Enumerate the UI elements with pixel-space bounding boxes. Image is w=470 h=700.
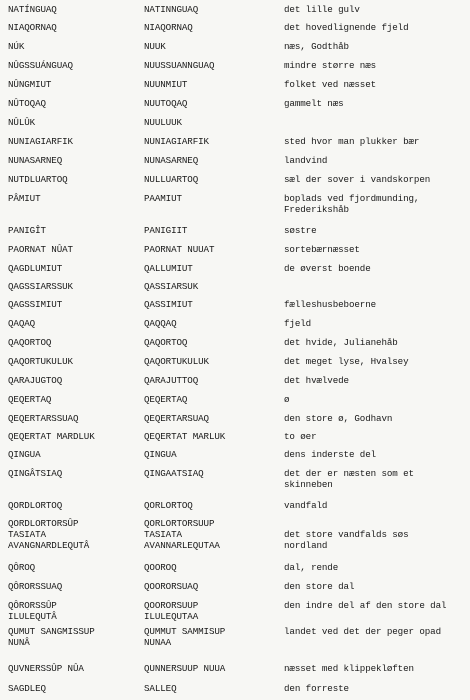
new-spelling: NATINNGUAQ: [144, 4, 199, 15]
danish-meaning: det meget lyse, Hvalsey: [284, 356, 409, 367]
new-spelling: QAQORTUKULUK: [144, 356, 209, 367]
new-spelling: QOORORSUAQ: [144, 581, 199, 592]
old-spelling: QEQERTAT MARDLUK: [8, 431, 95, 442]
danish-meaning: ø: [284, 394, 290, 405]
danish-meaning: fælleshusbeboerne: [284, 299, 377, 310]
old-spelling: PAORNAT NÛAT: [8, 244, 73, 255]
old-spelling: QARAJUGTOQ: [8, 375, 63, 386]
danish-meaning: det der er næsten som et skinneben: [284, 468, 414, 490]
old-spelling: PANIGÎT: [8, 225, 46, 236]
danish-meaning: næs, Godthåb: [284, 41, 349, 52]
old-spelling: QAGSSIMIUT: [8, 299, 63, 310]
danish-meaning: det hvælvede: [284, 375, 349, 386]
danish-meaning: dal, rende: [284, 562, 339, 573]
old-spelling: QINGÂTSIAQ: [8, 468, 63, 479]
danish-meaning: søstre: [284, 225, 317, 236]
danish-meaning: det hovedlignende fjeld: [284, 22, 409, 33]
old-spelling: NUNASARNEQ: [8, 155, 63, 166]
new-spelling: NIAQORNAQ: [144, 22, 193, 33]
new-spelling: QORLORTORSUUP TASIATA AVANNARLEQUTAA: [144, 518, 220, 551]
new-spelling: PANIGIIT: [144, 225, 188, 236]
old-spelling: QAQORTUKULUK: [8, 356, 73, 367]
old-spelling: QAQORTOQ: [8, 337, 52, 348]
new-spelling: QORLORTOQ: [144, 500, 193, 511]
danish-meaning: dens inderste del: [284, 449, 377, 460]
new-spelling: NUNIAGIARFIK: [144, 136, 209, 147]
danish-meaning: den forreste: [284, 683, 349, 694]
danish-meaning: landvind: [284, 155, 328, 166]
new-spelling: PAAMIUT: [144, 193, 182, 204]
danish-meaning: mindre større næs: [284, 60, 377, 71]
old-spelling: QÔROQ: [8, 562, 36, 573]
danish-meaning: folket ved næsset: [284, 79, 377, 90]
new-spelling: QAQQAQ: [144, 318, 177, 329]
old-spelling: PÂMIUT: [8, 193, 41, 204]
new-spelling: NUUNMIUT: [144, 79, 188, 90]
new-spelling: NUUSSUANNGUAQ: [144, 60, 215, 71]
new-spelling: SALLEQ: [144, 683, 177, 694]
old-spelling: NÛLÛK: [8, 117, 36, 128]
danish-meaning: sortebærnæsset: [284, 244, 360, 255]
new-spelling: NUUK: [144, 41, 166, 52]
new-spelling: QEQERTAT MARLUK: [144, 431, 226, 442]
danish-meaning: næsset med klippekløften: [284, 663, 414, 674]
old-spelling: NATÍNGUAQ: [8, 4, 57, 15]
old-spelling: QÔRORSSUAQ: [8, 581, 63, 592]
new-spelling: QEQERTARSUAQ: [144, 413, 209, 424]
new-spelling: QASSIARSUK: [144, 281, 199, 292]
danish-meaning: landet ved det der peger opad: [284, 626, 441, 637]
new-spelling: QINGUA: [144, 449, 177, 460]
old-spelling: QUMUT SANGMISSUP NUNÂ: [8, 626, 95, 648]
danish-meaning: det store vandfalds søs nordland: [284, 529, 409, 551]
old-spelling: NIAQORNAQ: [8, 22, 57, 33]
old-spelling: QAGSSIARSSUK: [8, 281, 73, 292]
old-spelling: NUNIAGIARFIK: [8, 136, 73, 147]
danish-meaning: den store dal: [284, 581, 355, 592]
old-spelling: QÔRORSSÛP ILULEQUTÂ: [8, 600, 57, 622]
new-spelling: QUNNERSUUP NUUA: [144, 663, 226, 674]
new-spelling: QINGAATSIAQ: [144, 468, 204, 479]
old-spelling: NÚK: [8, 41, 25, 52]
danish-meaning: fjeld: [284, 318, 312, 329]
old-spelling: SAGDLEQ: [8, 683, 46, 694]
new-spelling: QALLUMIUT: [144, 263, 193, 274]
new-spelling: QASSIMIUT: [144, 299, 193, 310]
old-spelling: QEQERTAQ: [8, 394, 52, 405]
old-spelling: QORDLORTORSÛP TASIATA AVANGNARDLEQUTÂ: [8, 518, 90, 551]
danish-meaning: det hvide, Julianehåb: [284, 337, 398, 348]
danish-meaning: to øer: [284, 431, 317, 442]
old-spelling: QUVNERSSÛP NÛA: [8, 663, 84, 674]
new-spelling: QOOROQ: [144, 562, 177, 573]
old-spelling: NUTDLUARTOQ: [8, 174, 68, 185]
new-spelling: PAORNAT NUUAT: [144, 244, 215, 255]
old-spelling: NÛTOQAQ: [8, 98, 46, 109]
new-spelling: QEQERTAQ: [144, 394, 188, 405]
danish-meaning: sted hvor man plukker bær: [284, 136, 420, 147]
danish-meaning: sæl der sover i vandskorpen: [284, 174, 431, 185]
danish-meaning: den store ø, Godhavn: [284, 413, 393, 424]
new-spelling: NUNASARNEQ: [144, 155, 199, 166]
new-spelling: QOORORSUUP ILULEQUTAA: [144, 600, 199, 622]
old-spelling: QINGUA: [8, 449, 41, 460]
old-spelling: QORDLORTOQ: [8, 500, 63, 511]
new-spelling: QAQORTOQ: [144, 337, 188, 348]
old-spelling: NÛGSSUÁNGUAQ: [8, 60, 73, 71]
new-spelling: QUMMUT SAMMISUP NUNAA: [144, 626, 226, 648]
new-spelling: NUUTOQAQ: [144, 98, 188, 109]
old-spelling: QAGDLUMIUT: [8, 263, 63, 274]
danish-meaning: vandfald: [284, 500, 328, 511]
danish-meaning: boplads ved fjordmunding, Frederikshåb: [284, 193, 420, 215]
danish-meaning: det lille gulv: [284, 4, 360, 15]
danish-meaning: den indre del af den store dal: [284, 600, 447, 611]
new-spelling: NUULUUK: [144, 117, 182, 128]
new-spelling: QARAJUTTOQ: [144, 375, 199, 386]
old-spelling: NÛNGMIUT: [8, 79, 52, 90]
old-spelling: QAQAQ: [8, 318, 36, 329]
danish-meaning: gammelt næs: [284, 98, 344, 109]
danish-meaning: de øverst boende: [284, 263, 371, 274]
new-spelling: NULLUARTOQ: [144, 174, 199, 185]
old-spelling: QEQERTARSSUAQ: [8, 413, 79, 424]
